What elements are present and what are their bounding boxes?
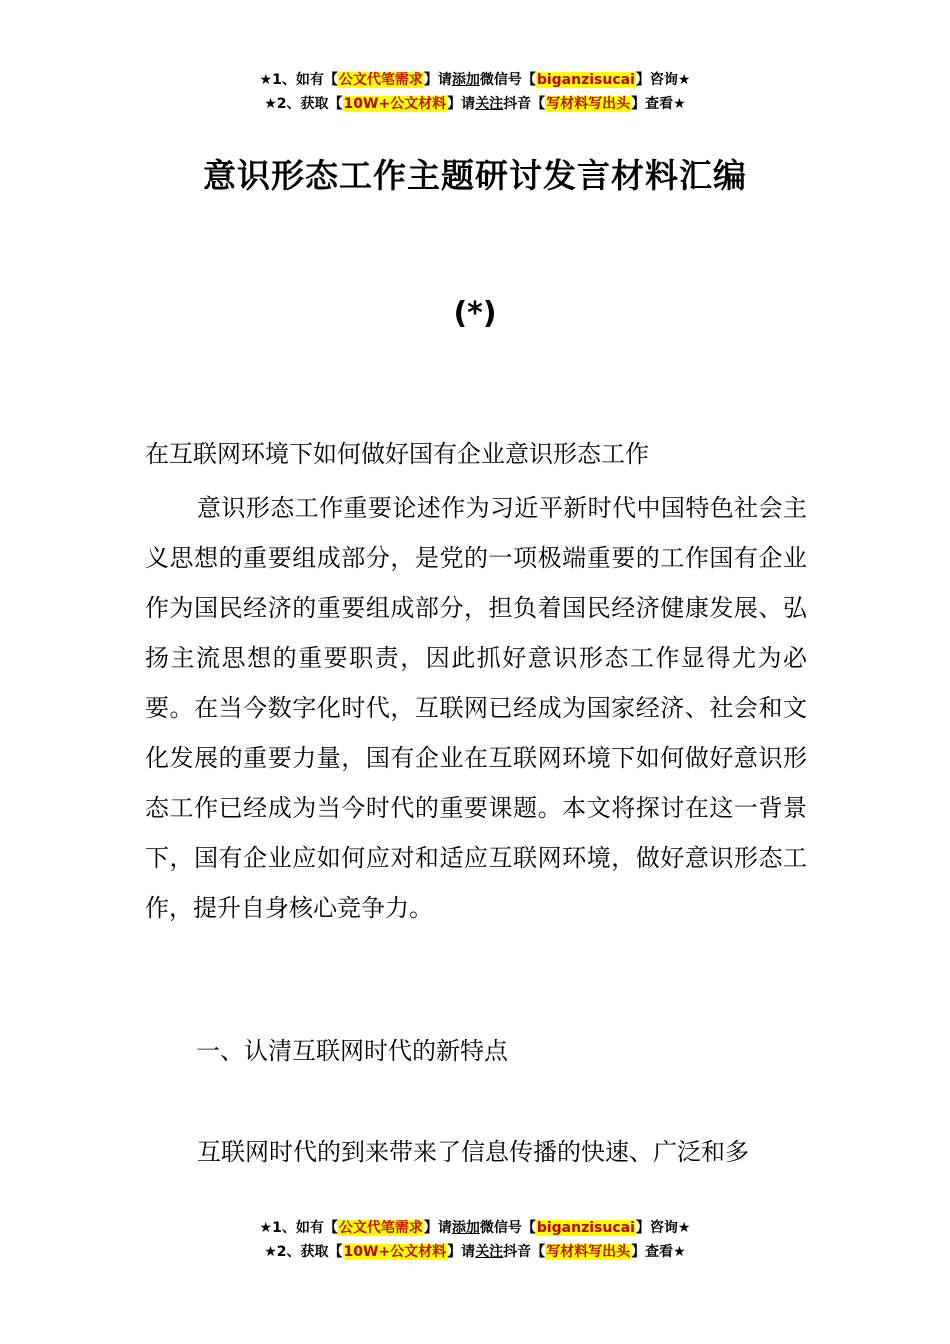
article-subtitle: 在互联网环境下如何做好国有企业意识形态工作 (145, 440, 649, 468)
banner-line-2 (0, 92, 950, 116)
banner-line-1 (0, 68, 950, 92)
banner-text: 】请 (447, 1244, 476, 1260)
banner-text: 】请 (423, 1220, 452, 1236)
banner-highlight-wechat: biganzisucai (536, 1220, 635, 1236)
body-paragraph: 意识形态工作重要论述作为习近平新时代中国特色社会主义思想的重要组成部分，是党的一项极端重要的工作国有企业作为国民经济的重要组成部分，担负着国民经济健康发展、弘扬主流思想的重要职责，因此抓好意识形态工作显得尤为必要。在当今数字化时代，互联网已经成为国家经济、社会和文化发展的重要力量，国有企业在互联网环境下如何做好意识形态工作已经成为当今时代的重要课题。本文将探讨在这一背景下，国有企业应如何应对和适应互联网环境，做好意识形态工作，提升自身核心竞争力。 (145, 494, 807, 922)
banner-highlight-service: 公文代笔需求 (338, 72, 423, 88)
banner-text: ★2、获取【 (264, 1244, 343, 1260)
banner-text: 】咨询★ (635, 72, 691, 88)
banner-highlight-wechat: biganzisucai (536, 72, 635, 88)
footer-banner (0, 1216, 950, 1264)
banner-line-1 (0, 1216, 950, 1240)
banner-text: 】咨询★ (635, 1220, 691, 1236)
section-number: (*) (453, 296, 497, 331)
banner-text: 微信号【 (479, 1220, 536, 1236)
banner-text: ★2、获取【 (264, 96, 343, 112)
banner-text: 抖音【 (503, 1244, 546, 1260)
banner-text: 】查看★ (631, 96, 686, 112)
banner-highlight-service: 公文代笔需求 (338, 1220, 423, 1236)
banner-underline: 关注 (475, 1244, 504, 1260)
header-banner (0, 68, 950, 116)
banner-highlight-materials: 10W+公文材料 (343, 96, 447, 112)
banner-text: 】请 (447, 96, 476, 112)
body-paragraph-2: 互联网时代的到来带来了信息传播的快速、广泛和多 (197, 1138, 749, 1166)
banner-text: 抖音【 (503, 96, 546, 112)
section-heading: 一、认清互联网时代的新特点 (196, 1037, 508, 1065)
banner-text: ★1、如有【 (259, 72, 338, 88)
banner-highlight-materials: 10W+公文材料 (343, 1244, 447, 1260)
banner-highlight-douyin: 写材料写出头 (546, 96, 631, 112)
document-title: 意识形态工作主题研讨发言材料汇编 (203, 156, 747, 195)
banner-line-2 (0, 1240, 950, 1264)
banner-text: ★1、如有【 (259, 1220, 338, 1236)
banner-text: 】查看★ (631, 1244, 686, 1260)
banner-highlight-douyin: 写材料写出头 (546, 1244, 631, 1260)
banner-text: 】请 (423, 72, 452, 88)
banner-underline: 添加 (451, 72, 480, 88)
banner-text: 微信号【 (479, 72, 536, 88)
banner-underline: 关注 (475, 96, 504, 112)
banner-underline: 添加 (451, 1220, 480, 1236)
